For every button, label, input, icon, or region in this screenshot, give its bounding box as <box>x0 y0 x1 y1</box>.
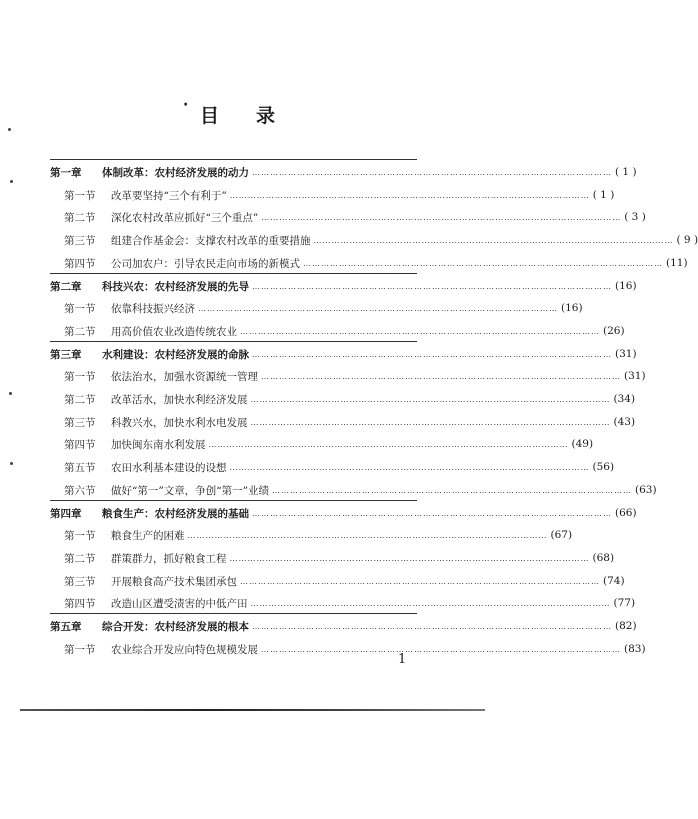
leader-dots: ………………………………………………………………………………………………………… <box>252 621 612 631</box>
title-dot: · <box>183 97 189 113</box>
page-ref: (63) <box>634 484 657 496</box>
section-title: 粮食生产的困难 <box>111 529 185 542</box>
chapter-title: 综合开发：农村经济发展的根本 <box>102 620 249 633</box>
section-number: 第三节 <box>64 416 96 429</box>
section-number: 第一节 <box>64 529 96 542</box>
section-title: 依法治水，加强水资源统一管理 <box>111 370 258 383</box>
chapter-rule <box>50 500 417 501</box>
section-title: 组建合作基金会：支撑农村改革的重要措施 <box>111 234 311 247</box>
leader-dots: ………………………………………………………………………………………………………… <box>303 258 663 268</box>
chapter-rule <box>50 613 417 614</box>
section-title: 深化农村改革应抓好“三个重点” <box>111 211 259 224</box>
page-ref: (66) <box>615 507 637 519</box>
toc-section-entry[interactable] <box>50 413 636 431</box>
toc-title-char-1: 目 <box>200 105 220 127</box>
section-number: 第二节 <box>64 552 96 565</box>
leader-dots: ………………………………………………………………………………………………………… <box>229 462 590 472</box>
section-number: 第五节 <box>64 461 96 474</box>
toc-chapter-entry[interactable] <box>50 163 637 181</box>
page-ref: (77) <box>613 597 636 609</box>
leader-dots: ………………………………………………………………………………………………………… <box>208 439 569 449</box>
toc-section-entry[interactable] <box>50 435 594 453</box>
section-title: 改造山区遭受渍害的中低产田 <box>111 597 248 610</box>
toc-section-entry[interactable] <box>50 299 583 317</box>
page-ref: (83) <box>624 643 646 655</box>
toc-section-entry[interactable] <box>50 481 657 499</box>
leader-dots: ………………………………………………………………………………………………………… <box>240 326 600 336</box>
toc-section-entry[interactable] <box>50 186 615 204</box>
section-title: 依靠科技振兴经济 <box>111 302 195 315</box>
section-number: 第二节 <box>64 211 96 224</box>
leader-dots: ………………………………………………………………………………………………………… <box>261 371 621 381</box>
toc-section-entry[interactable] <box>50 390 636 408</box>
toc-chapter-entry[interactable] <box>50 277 637 295</box>
page-ref: (49) <box>571 438 594 450</box>
toc-section-entry[interactable] <box>50 208 646 226</box>
toc-section-entry[interactable] <box>50 549 615 567</box>
toc-title-char-2: 录 <box>256 105 276 127</box>
chapter-rule <box>50 341 417 342</box>
toc-section-entry[interactable] <box>50 322 625 340</box>
page-ref: (11) <box>666 257 688 269</box>
section-title: 农田水利基本建设的设想 <box>111 461 227 474</box>
section-number: 第一节 <box>64 189 96 202</box>
toc-chapter-entry[interactable] <box>50 345 637 363</box>
toc-section-entry[interactable] <box>50 458 615 476</box>
toc-section-entry[interactable] <box>50 594 636 612</box>
leader-dots: ………………………………………………………………………………………………………… <box>252 281 612 291</box>
leader-dots: ………………………………………………………………………………………………………… <box>187 530 548 540</box>
chapter-title: 科技兴农：农村经济发展的先导 <box>102 280 249 293</box>
leader-dots: ………………………………………………………………………………………………………… <box>261 212 622 222</box>
section-number: 第三节 <box>64 234 96 247</box>
section-title: 改革要坚持“三个有利于” <box>111 189 227 202</box>
chapter-rule <box>50 159 417 160</box>
leader-dots: ………………………………………………………………………………………………………… <box>250 394 611 404</box>
page-ref: (31) <box>624 370 646 382</box>
section-title: 开展粮食高产技术集团承包 <box>111 575 237 588</box>
leader-dots: ………………………………………………………………………………………………………… <box>313 235 674 245</box>
toc-chapter-entry[interactable] <box>50 504 637 522</box>
section-title: 科教兴水，加快水利水电发展 <box>111 416 248 429</box>
leader-dots: ………………………………………………………………………………………………………… <box>271 485 632 495</box>
section-number: 第四节 <box>64 438 96 451</box>
toc-chapter-entry[interactable] <box>50 617 637 635</box>
page-ref: (82) <box>615 620 637 632</box>
toc-section-entry[interactable] <box>50 640 646 658</box>
chapter-number: 第五章 <box>50 620 82 633</box>
section-number: 第二节 <box>64 393 96 406</box>
page-ref: (34) <box>613 393 636 405</box>
section-title: 加快闽东南水利发展 <box>111 438 206 451</box>
page-ref: (16) <box>561 302 583 314</box>
section-number: 第四节 <box>64 257 96 270</box>
page-ref: (16) <box>615 280 637 292</box>
leader-dots: ………………………………………………………………………………………………………… <box>250 417 611 427</box>
toc-section-entry[interactable] <box>50 254 688 272</box>
scan-speck <box>9 392 12 395</box>
toc-section-entry[interactable] <box>50 231 698 249</box>
section-number: 第一节 <box>64 643 96 656</box>
page-ref: (67) <box>550 529 573 541</box>
chapter-number: 第二章 <box>50 280 82 293</box>
section-number: 第四节 <box>64 597 96 610</box>
toc-section-entry[interactable] <box>50 572 625 590</box>
page-ref: ( 1 ) <box>615 166 637 178</box>
bottom-rule <box>20 709 485 711</box>
section-number: 第二节 <box>64 325 96 338</box>
section-number: 第六节 <box>64 484 96 497</box>
chapter-title: 粮食生产：农村经济发展的基础 <box>102 507 249 520</box>
chapter-rule <box>50 273 417 274</box>
section-number: 第一节 <box>64 302 96 315</box>
section-number: 第三节 <box>64 575 96 588</box>
section-title: 做好“第一”文章，争创“第一”业绩 <box>111 484 269 497</box>
leader-dots: ………………………………………………………………………………………………………… <box>261 644 621 654</box>
toc-section-entry[interactable] <box>50 526 573 544</box>
page-ref: (56) <box>592 461 615 473</box>
leader-dots: ………………………………………………………………………………………………………… <box>252 167 612 177</box>
toc-section-entry[interactable] <box>50 367 646 385</box>
section-title: 改革活水，加快水利经济发展 <box>111 393 248 406</box>
page-number: 1 <box>398 652 407 667</box>
page-ref: (43) <box>613 416 636 428</box>
section-title: 农业综合开发应向特色规模发展 <box>111 643 258 656</box>
page-ref: (74) <box>603 575 625 587</box>
leader-dots: ………………………………………………………………………………………………………… <box>198 303 558 313</box>
leader-dots: ………………………………………………………………………………………………………… <box>229 553 590 563</box>
page-ref: (26) <box>603 325 625 337</box>
page-ref: ( 1 ) <box>592 189 615 201</box>
scan-speck <box>10 462 13 465</box>
page-ref: (68) <box>592 552 615 564</box>
leader-dots: ………………………………………………………………………………………………………… <box>250 598 611 608</box>
chapter-title: 体制改革：农村经济发展的动力 <box>102 166 249 179</box>
leader-dots: ………………………………………………………………………………………………………… <box>240 576 600 586</box>
scan-speck <box>10 180 13 183</box>
leader-dots: ………………………………………………………………………………………………………… <box>252 349 612 359</box>
scan-speck <box>8 128 11 131</box>
section-title: 用高价值农业改造传统农业 <box>111 325 237 338</box>
leader-dots: ………………………………………………………………………………………………………… <box>252 508 612 518</box>
page-ref: ( 3 ) <box>624 211 646 223</box>
page-ref: (31) <box>615 348 637 360</box>
section-number: 第一节 <box>64 370 96 383</box>
chapter-title: 水利建设：农村经济发展的命脉 <box>102 348 249 361</box>
chapter-number: 第四章 <box>50 507 82 520</box>
page-ref: ( 9 ) <box>676 234 698 246</box>
section-title: 公司加农户：引导农民走向市场的新模式 <box>111 257 300 270</box>
chapter-number: 第一章 <box>50 166 82 179</box>
section-title: 群策群力，抓好粮食工程 <box>111 552 227 565</box>
chapter-number: 第三章 <box>50 348 82 361</box>
leader-dots: ………………………………………………………………………………………………………… <box>229 190 590 200</box>
